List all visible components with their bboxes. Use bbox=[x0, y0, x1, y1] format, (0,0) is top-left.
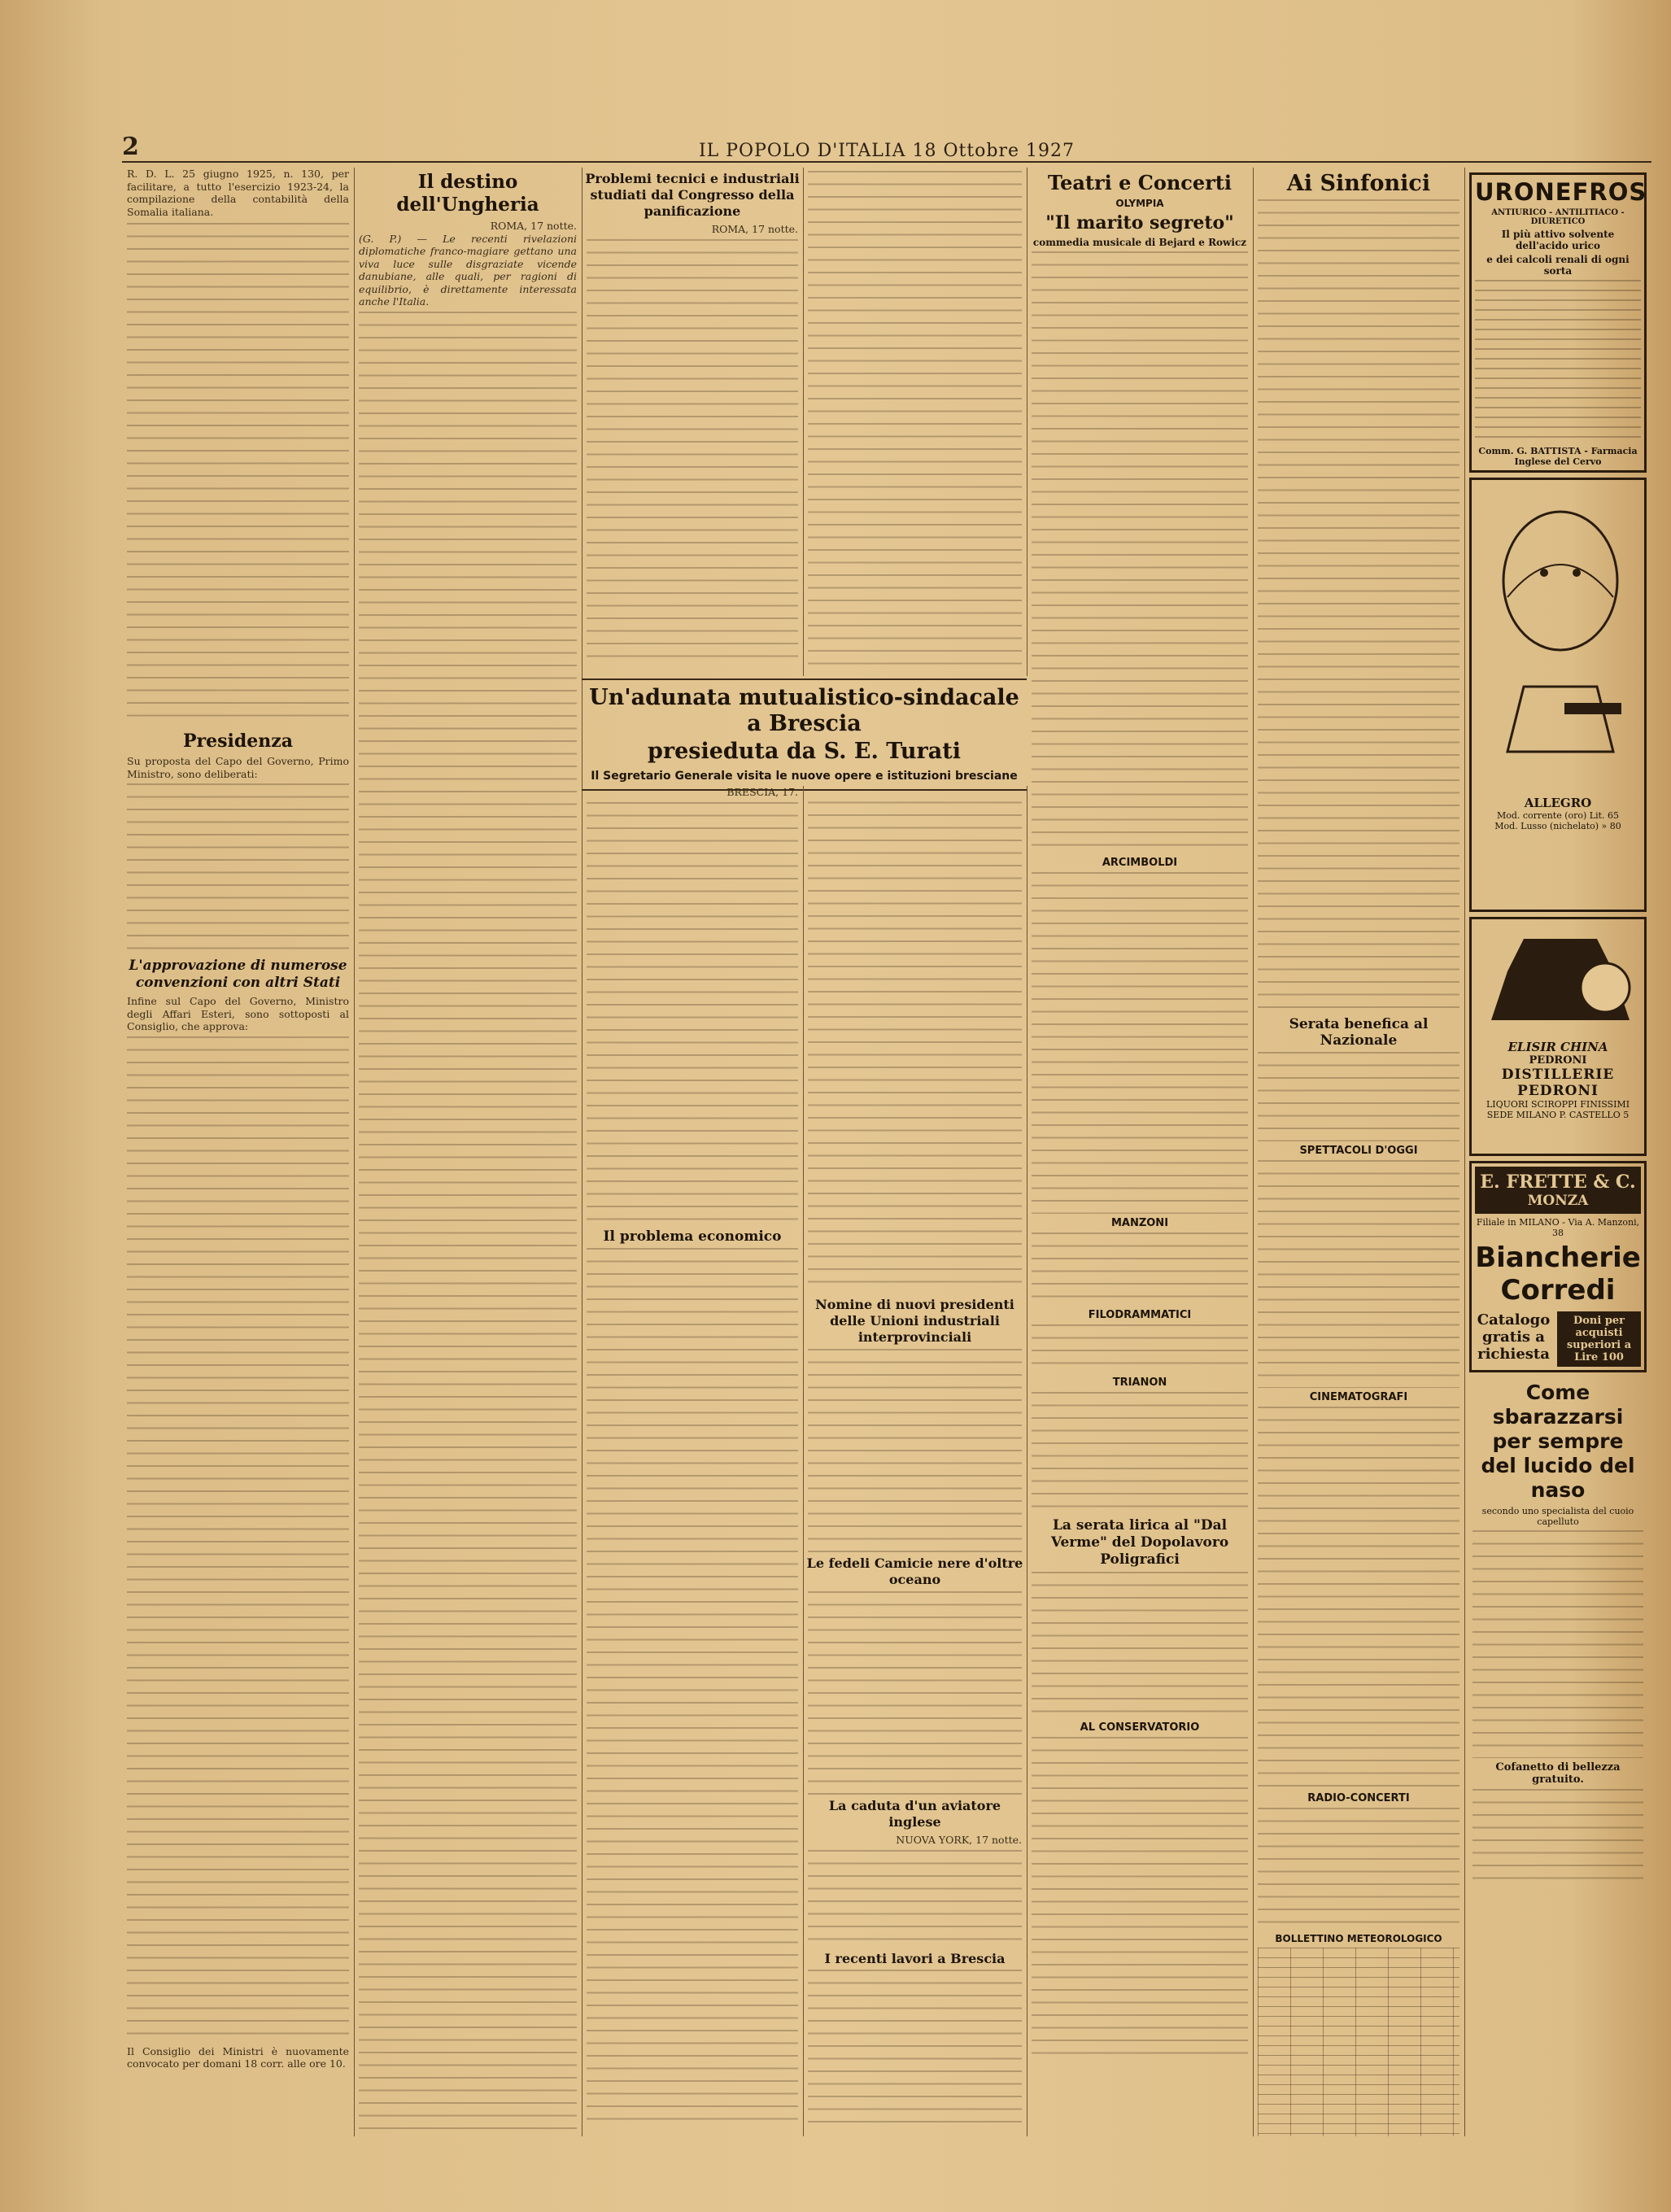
allegro-model1: Mod. corrente (oro) Lit. 65 bbox=[1496, 810, 1620, 821]
text-block bbox=[1258, 199, 1459, 1013]
text-block bbox=[1032, 1324, 1248, 1373]
text-block bbox=[1032, 872, 1248, 1214]
heading-meteo: BOLLETTINO METEOROLOGICO bbox=[1275, 1933, 1442, 1944]
text-block bbox=[808, 1850, 1022, 1948]
frette-footer bbox=[1475, 1311, 1641, 1367]
page-number: 2 bbox=[122, 133, 139, 161]
subhead-olympia: OLYMPIA bbox=[1115, 198, 1164, 209]
ad-naso bbox=[1469, 1377, 1647, 1890]
text-block bbox=[1258, 1407, 1459, 1789]
newspaper-sheet bbox=[122, 130, 1651, 2148]
text-block bbox=[1032, 1233, 1248, 1306]
uronefros-body bbox=[1475, 280, 1641, 443]
ad-frette bbox=[1469, 1161, 1647, 1372]
banner-title: Un'adunata mutualistico-sindacale a Brescia bbox=[589, 685, 1019, 736]
heading-cinematografi: CINEMATOGRAFI bbox=[1309, 1391, 1408, 1403]
heading-lavori: I recenti lavori a Brescia bbox=[824, 1950, 1006, 1966]
closing-text: Il Consiglio dei Ministri è nuovamente convocato per domani 18 corr. alle ore 10. bbox=[127, 2044, 349, 2070]
weather-table bbox=[1258, 1948, 1459, 2136]
dateline: ROMA, 17 notte. bbox=[711, 223, 798, 235]
frette-brand: E. FRETTE & C. bbox=[1480, 1171, 1636, 1193]
heading-presidenza: Presidenza bbox=[183, 731, 293, 752]
pedroni-address: SEDE MILANO P. CASTELLO 5 bbox=[1486, 1110, 1630, 1120]
text-block bbox=[587, 239, 798, 662]
frette-city: MONZA bbox=[1527, 1193, 1589, 1209]
text-block bbox=[808, 789, 1022, 1294]
newspaper-title: IL POPOLO D'ITALIA 18 Ottobre 1927 bbox=[698, 141, 1075, 161]
text-block bbox=[808, 1349, 1022, 1552]
ad-uronefros bbox=[1469, 172, 1647, 473]
pedroni-brand: PEDRONI bbox=[1529, 1054, 1587, 1067]
naso-sub: secondo uno specialista del cuoio capelluto bbox=[1481, 1506, 1634, 1527]
heading-sinfonici: Ai Sinfonici bbox=[1286, 171, 1431, 196]
col1-intro: R. D. L. 25 giugno 1925, n. 130, per facilitare, a tutto l'esercizio 1923-24, la compilazione della contabilità della Somalia italiana. bbox=[127, 168, 349, 218]
uronefros-maker: Comm. G. BATTISTA - Farmacia Inglese del Cervo bbox=[1478, 446, 1638, 467]
heading-problemi: Problemi tecnici e industriali studiati dal Congresso della panificazione bbox=[585, 171, 800, 219]
text-block bbox=[1032, 1392, 1248, 1514]
heading-serata-benefica: Serata benefica al Nazionale bbox=[1289, 1016, 1429, 1049]
subhead-conservatorio: AL CONSERVATORIO bbox=[1080, 1721, 1200, 1734]
banner-subtitle: presieduta da S. E. Turati bbox=[648, 739, 961, 764]
text-block bbox=[1258, 1052, 1459, 1141]
approvazione-text: Infine sul Capo del Governo, Ministro degli Affari Esteri, sono sottoposti al Consiglio, che approva: bbox=[127, 995, 349, 1032]
subhead-manzoni: MANZONI bbox=[1110, 1217, 1169, 1229]
subhead-filodrammatici: FILODRAMMATICI bbox=[1088, 1309, 1192, 1321]
allegro-model2: Mod. Lusso (nichelato) » 80 bbox=[1494, 821, 1621, 831]
subhead-arcimboldi: ARCIMBOLDI bbox=[1102, 857, 1178, 869]
presidenza-text: Su proposta del Capo del Governo, Primo Ministro, sono deliberati: bbox=[127, 755, 349, 780]
column-1 bbox=[122, 168, 355, 2136]
uronefros-brand: URONEFROS bbox=[1475, 178, 1647, 206]
frette-product: Biancherie bbox=[1475, 1241, 1641, 1274]
column-2 bbox=[354, 168, 582, 2136]
pedroni-product: ELISIR CHINA bbox=[1507, 1040, 1608, 1054]
heading-fedeli: Le fedeli Camicie nere d'oltre oceano bbox=[806, 1555, 1023, 1587]
text-block bbox=[587, 802, 798, 1225]
banner-brescia bbox=[582, 678, 1027, 791]
dateline-brescia: BRESCIA, 17. bbox=[726, 786, 798, 798]
bottle-illustration bbox=[1475, 923, 1646, 1036]
frette-header bbox=[1475, 1167, 1641, 1214]
heading-approvazione: L'approvazione di numerose convenzioni con altri Stati bbox=[129, 958, 347, 991]
frette-branch: Filiale in MILANO - Via A. Manzoni, 38 bbox=[1476, 1217, 1640, 1238]
column-6 bbox=[1253, 168, 1465, 2136]
allegro-name: ALLEGRO bbox=[1524, 796, 1592, 810]
text-block bbox=[1032, 1737, 1248, 2062]
text-block bbox=[1032, 1572, 1248, 1718]
heading-serata-lirica: La serata lirica al "Dal Verme" del Dopolavoro Poligrafici bbox=[1050, 1517, 1229, 1568]
frette-product2: Corredi bbox=[1500, 1274, 1616, 1307]
text-block bbox=[127, 783, 349, 954]
text-block bbox=[1472, 1530, 1643, 1758]
dateline: ROMA, 17 notte. bbox=[490, 220, 577, 232]
text-block bbox=[808, 171, 1022, 671]
text-block bbox=[127, 1036, 349, 2045]
text-block bbox=[808, 1970, 1022, 2132]
column-4-top bbox=[803, 168, 1027, 676]
play-title: "Il marito segreto" bbox=[1045, 212, 1234, 233]
man-shaving-illustration bbox=[1475, 483, 1646, 792]
heading-radio: RADIO-CONCERTI bbox=[1307, 1792, 1410, 1804]
heading-nomine: Nomine di nuovi presidenti delle Unioni industriali interprovinciali bbox=[815, 1297, 1014, 1345]
uronefros-line2: e dei calcoli renali di ogni sorta bbox=[1486, 254, 1630, 277]
heading-spettacoli: SPETTACOLI D'OGGI bbox=[1299, 1145, 1418, 1157]
text-block bbox=[127, 223, 349, 727]
column-3-bottom bbox=[582, 786, 804, 2136]
heading-aviatore: La caduta d'un aviatore inglese bbox=[828, 1798, 1001, 1830]
banner-deck: Il Segretario Generale visita le nuove opere e istituzioni bresciane bbox=[591, 770, 1018, 783]
dateline-ny: NUOVA YORK, 17 notte. bbox=[896, 1834, 1022, 1846]
uronefros-tagline: ANTIURICO - ANTILITIACO - DIURETICO bbox=[1491, 208, 1625, 226]
text-block bbox=[808, 1591, 1022, 1795]
column-3-top bbox=[582, 168, 804, 676]
text-block bbox=[1258, 1160, 1459, 1388]
text-block bbox=[1032, 251, 1248, 853]
text-block bbox=[1472, 1789, 1643, 1887]
text-block bbox=[587, 1248, 798, 2127]
subhead-trianon: TRIANON bbox=[1112, 1377, 1167, 1389]
heading-ungheria: Il destino dell'Ungheria bbox=[396, 171, 539, 216]
ad-pedroni bbox=[1469, 917, 1647, 1156]
pedroni-sub: LIQUORI SCIROPPI FINISSIMI bbox=[1486, 1099, 1630, 1110]
uronefros-line1: Il più attivo solvente dell'acido urico bbox=[1501, 229, 1615, 251]
columns bbox=[122, 168, 1651, 2136]
naso-title: Come sbarazzarsi per sempre del lucido del naso bbox=[1481, 1381, 1635, 1502]
frette-catalog: Catalogo gratis a richiesta bbox=[1477, 1311, 1551, 1363]
masthead bbox=[122, 130, 1651, 163]
heading-problema-economico: Il problema economico bbox=[603, 1228, 782, 1245]
text-block bbox=[359, 312, 577, 2137]
lead-text: (G. P.) — Le recenti rivelazioni diplomatiche franco-magiare gettano una viva luce sulle disgraziate vicende danubiane, alle quali, per ragioni di equilibrio, è direttamente interessata anche l'Italia. bbox=[359, 232, 577, 308]
frette-gift: Doni per acquisti superiori a Lire 100 bbox=[1557, 1311, 1641, 1367]
column-4-bottom bbox=[803, 786, 1027, 2136]
text-block bbox=[1258, 1808, 1459, 1930]
naso-gratis: Cofanetto di bellezza gratuito. bbox=[1495, 1761, 1621, 1786]
heading-teatri: Teatri e Concerti bbox=[1047, 171, 1233, 194]
column-5 bbox=[1027, 168, 1254, 2136]
play-deck: commedia musicale di Bejard e Rowicz bbox=[1032, 237, 1247, 248]
pedroni-label: DISTILLERIE PEDRONI bbox=[1501, 1067, 1615, 1099]
ad-allegro bbox=[1469, 478, 1647, 912]
column-ads bbox=[1464, 168, 1651, 2136]
